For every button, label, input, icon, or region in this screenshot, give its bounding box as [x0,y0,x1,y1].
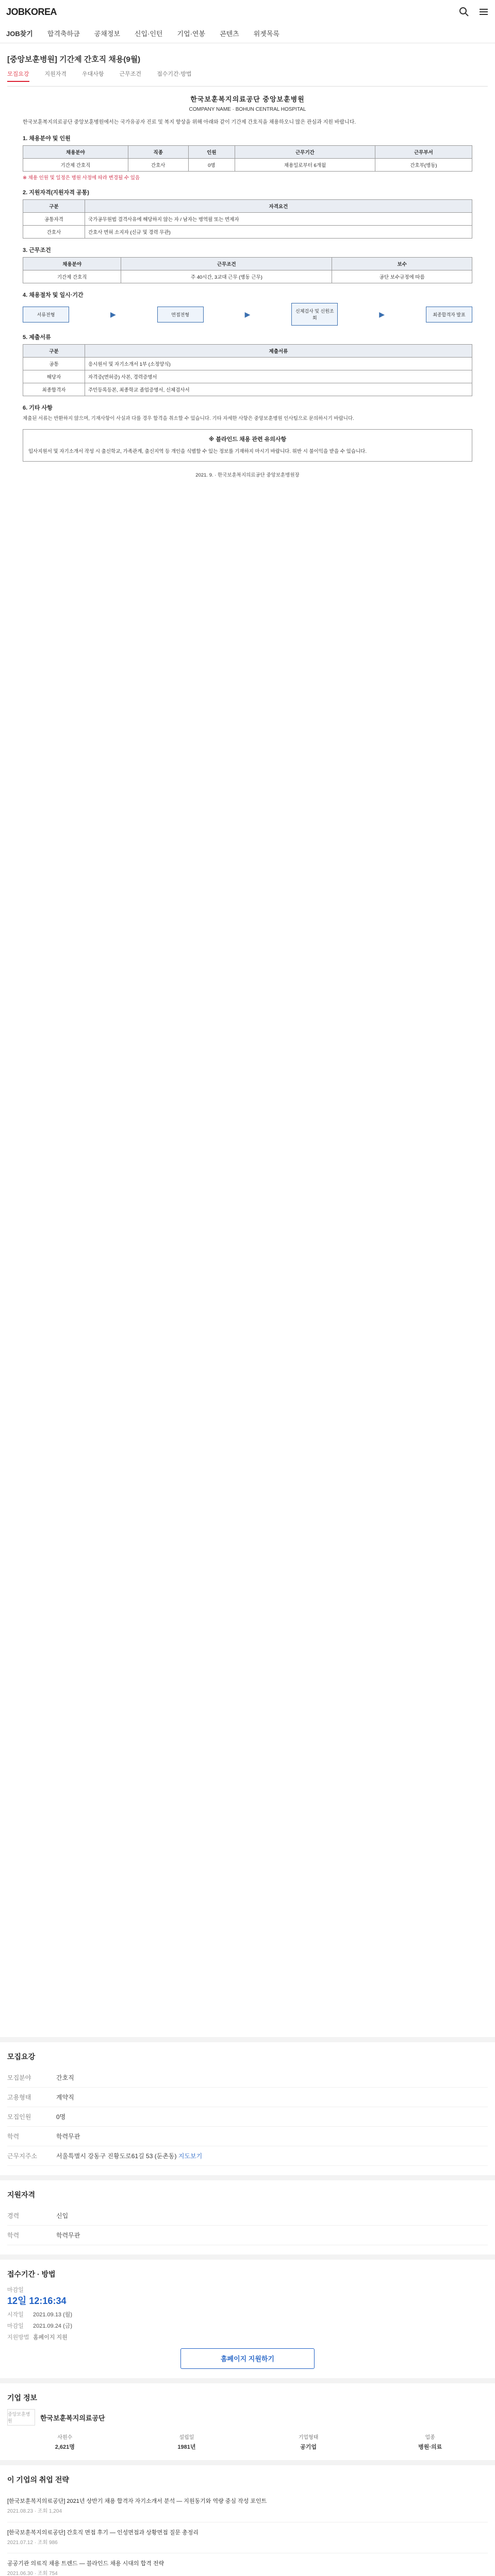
stat-item: 업종 병원·의료 [418,2435,442,2450]
table-cell: 기간제 간호직 [23,159,128,172]
table-cell: 공통 [23,358,85,370]
method-row [7,2333,488,2341]
tab-period[interactable]: 접수기간·방법 [157,71,192,77]
table-header: 구분 [23,345,85,358]
table-cell: 간호사 [128,159,188,172]
nav-widgets[interactable]: 위젯목록 [253,30,279,38]
start-date-row [7,2310,488,2318]
stat-item: 설립일 1981년 [177,2435,196,2450]
hospital-subtitle: COMPANY NAME · BOHUN CENTRAL HOSPITAL [189,107,306,112]
info-value: 서울특별시 강동구 진황도로61길 53 (둔촌동) [56,2153,177,2160]
notice-title: ※ 블라인드 채용 관련 유의사항 [208,436,287,443]
procedure-step: 최종합격자 발표 [426,307,472,323]
date-key: 마감일 [7,2323,24,2329]
company-stats [7,2433,488,2451]
table-header: 근무기간 [235,146,375,159]
info-row [7,2206,488,2226]
table-cell: 0명 [188,159,235,172]
method-key: 지원방법 [7,2334,29,2341]
period-section [0,2260,495,2378]
job-posting-document [0,43,495,2037]
info-key: 경력 [7,2212,20,2219]
table-header: 채용분야 [23,258,121,270]
section-title: 모집요강 [7,2053,36,2061]
table-header: 채용분야 [23,146,128,159]
nav-job-search[interactable]: JOB찾기 [6,30,33,38]
info-key: 모집분야 [7,2074,31,2081]
section-title: 기업 정보 [7,2394,37,2402]
table-cell: 기간제 간호직 [23,270,121,283]
procedure-step: 서류전형 [23,307,69,323]
tab-recruit[interactable]: 모집요강 [7,70,29,82]
procedure-flow [23,303,472,326]
table-cell: 주 40시간, 3교대 근무 (병동 근무) [121,270,332,283]
section-conditions: 3. 근무조건 [23,247,51,253]
tab-conditions[interactable]: 근무조건 [119,71,142,77]
table-header: 직종 [128,146,188,159]
posting-title: [중앙보훈병원] 기간제 간호직 채용(9월) [7,55,141,64]
info-value: 학력무관 [56,2133,80,2140]
company-section [0,2383,495,2460]
qualifications-table [23,199,472,239]
positions-note: ※ 채용 인원 및 일정은 병원 사정에 따라 변경될 수 있음 [23,175,140,181]
company-name[interactable]: 한국보훈복지의료공단 [40,2414,105,2422]
end-date-row [7,2321,488,2330]
recruit-section [0,2042,495,2175]
posting-tabs [7,70,488,87]
procedure-step: 신체검사 및 신원조회 [291,303,338,326]
table-header: 제출서류 [85,345,472,358]
company-logo: 중앙보훈병원 [7,2409,35,2426]
arrow-right-icon: ▶ [110,310,116,318]
table-header: 인원 [188,146,235,159]
section-documents: 5. 제출서류 [23,334,51,341]
apply-homepage-button[interactable]: 홈페이지 지원하기 [180,2348,315,2369]
nav-bonus[interactable]: 합격축하금 [47,30,80,38]
table-cell: 최종합격자 [23,383,85,396]
section-positions: 1. 채용분야 및 인원 [23,135,71,142]
date-value: 2021.09.24 (금) [33,2323,73,2329]
hospital-name: 한국보훈복지의료공단 중앙보훈병원 [190,95,305,103]
table-cell: 자격증(면허증) 사본, 경력증명서 [85,370,472,383]
arrow-right-icon: ▶ [379,310,385,318]
info-row [7,2226,488,2245]
section-misc: 6. 기타 사항 [23,405,53,411]
misc-paragraph: 제출된 서류는 반환하지 않으며, 기재사항이 사실과 다를 경우 합격을 취소할 수 있습니다. 기타 자세한 사항은 중앙보훈병원 인사팀으로 문의하시기 바랍니다. [23,416,354,421]
info-row [7,2146,488,2166]
notice-body: 입사지원서 및 자기소개서 작성 시 출신학교, 가족관계, 출신지역 등 개인을 식별할 수 있는 정보를 기재하지 마시기 바랍니다. 위반 시 불이익을 받을 수 있습니다. [28,448,367,454]
info-row [7,2088,488,2107]
top-bar [0,0,495,24]
deadline-countdown: 12일 12:16:34 [7,2296,67,2306]
list-item[interactable]: [한국보훈복지의료공단] 2021년 상반기 채용 합격자 자기소개서 분석 — 지원동기와 역량 중심 작성 포인트 2021.08.23 · 조회 1,204 [7,2491,488,2522]
date-key: 시작일 [7,2312,24,2318]
procedure-step: 면접전형 [157,307,204,323]
info-row [7,2068,488,2088]
tab-preference[interactable]: 우대사항 [82,71,104,77]
table-header: 자격요건 [85,200,472,213]
table-cell: 공단 보수규정에 따름 [332,270,472,283]
section-title: 지원자격 [7,2191,36,2199]
table-cell: 간호사 [23,226,85,239]
nav-new-intern[interactable]: 신입·인턴 [134,30,163,38]
table-cell: 응시원서 및 자기소개서 1부 (소정양식) [85,358,472,370]
table-cell: 공통자격 [23,213,85,226]
section-title: 이 기업의 취업 전략 [7,2476,69,2484]
conditions-table [23,257,472,283]
map-link[interactable]: 지도보기 [178,2153,203,2160]
info-value: 신입 [56,2212,69,2219]
main-nav [0,24,495,43]
info-row [7,2107,488,2127]
stat-item: 기업형태 공기업 [298,2435,319,2450]
documents-table [23,344,472,396]
info-key: 학력 [7,2232,20,2239]
document-footer: 2021. 9. · 한국보훈복지의료공단 중앙보훈병원장 [195,472,300,478]
table-header: 구분 [23,200,85,213]
section-title: 접수기간 · 방법 [7,2270,56,2278]
search-icon[interactable] [459,7,469,17]
info-key: 근무지주소 [7,2153,37,2160]
stat-item: 사원수 2,621명 [55,2435,75,2450]
menu-icon[interactable] [478,7,489,17]
section-procedure: 4. 채용절차 및 일시·기간 [23,292,84,298]
table-cell: 주민등록등본, 최종학교 졸업증명서, 신체검사서 [85,383,472,396]
info-key: 학력 [7,2133,20,2140]
jobkorea-logo[interactable]: JOBKOREA [6,6,57,17]
blind-notice-box [23,429,472,462]
method-value: 홈페이지 지원 [33,2334,68,2341]
arrow-right-icon: ▶ [244,310,251,318]
list-item[interactable]: 공공기관 의료직 채용 트렌드 — 블라인드 채용 시대의 합격 전략 2021.06.30 · 조회 754 [7,2553,488,2576]
info-value: 계약직 [56,2094,74,2101]
nav-contents[interactable]: 콘텐츠 [220,30,239,38]
table-cell: 간호사 면허 소지자 (신규 및 경력 무관) [85,226,472,239]
list-item[interactable]: [한국보훈복지의료공단] 간호직 면접 후기 — 인성면접과 상황면접 질문 총정리 2021.07.12 · 조회 986 [7,2522,488,2554]
intro-text: 한국보훈복지의료공단 중앙보훈병원에서는 국가유공자 진료 및 복지 향상을 위해 아래와 같이 기간제 간호직을 채용하오니 많은 관심과 지원 바랍니다. [23,120,356,125]
strategy-section [0,2465,495,2576]
company-row[interactable] [7,2409,488,2426]
section-qualifications: 2. 지원자격(지원자격 공통) [23,190,89,196]
table-header: 근무부서 [375,146,472,159]
info-key: 모집인원 [7,2113,31,2121]
info-key: 고용형태 [7,2094,31,2101]
date-value: 2021.09.13 (월) [33,2312,73,2318]
info-value: 간호직 [56,2074,74,2081]
table-cell: 해당자 [23,370,85,383]
deadline-label: 마감일 [7,2287,24,2293]
info-value: 학력무관 [56,2232,80,2239]
info-value: 0명 [56,2113,66,2121]
nav-company-salary[interactable]: 기업·연봉 [177,30,206,38]
positions-table [23,145,472,172]
table-header: 보수 [332,258,472,270]
table-cell: 채용일로부터 6개월 [235,159,375,172]
info-row [7,2127,488,2146]
table-header: 근무조건 [121,258,332,270]
table-cell: 간호부(병동) [375,159,472,172]
tab-qualify[interactable]: 지원자격 [44,71,67,77]
table-cell: 국가공무원법 결격사유에 해당하지 않는 자 / 남자는 병역필 또는 면제자 [85,213,472,226]
qualify-section [0,2180,495,2255]
nav-public-recruit[interactable]: 공채정보 [94,30,120,38]
